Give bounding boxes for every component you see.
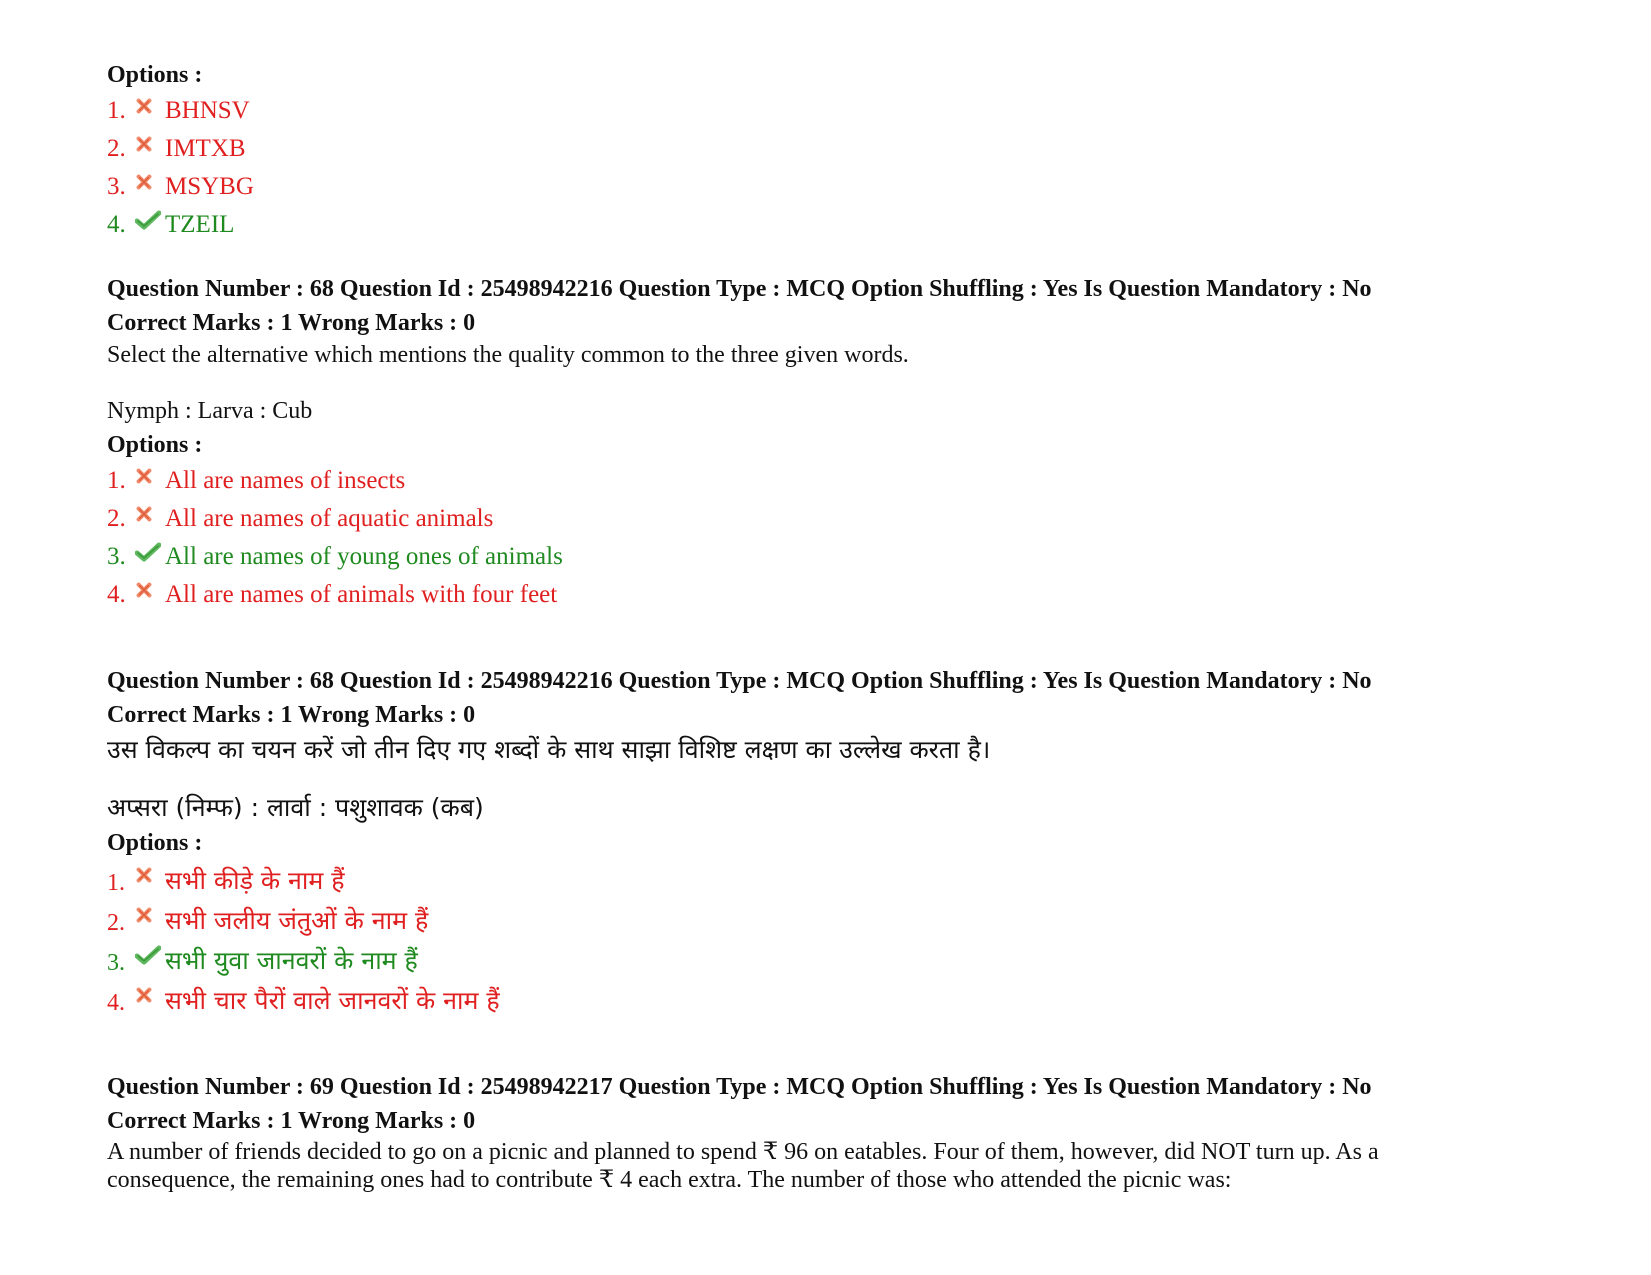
option-number: 3. (107, 173, 126, 200)
wrong-cross-icon (135, 175, 165, 199)
wrong-cross-icon (135, 469, 165, 493)
option-text: All are names of animals with four feet (165, 581, 558, 608)
option-number: 1. (107, 467, 126, 494)
wrong-cross-icon (135, 507, 165, 531)
option-item (107, 92, 1547, 130)
option-number: 1. (107, 97, 126, 124)
prev-question-options (107, 58, 1547, 244)
wrong-cross-icon (135, 137, 165, 161)
question-text: उस विकल्प का चयन करें जो तीन दिए गए शब्दों के साथ साझा विशिष्ट लक्षण का उल्लेख करता है। (107, 735, 991, 764)
option-item (107, 860, 1547, 900)
question-69 (107, 1070, 1547, 1194)
options-label: Options : (107, 830, 203, 856)
option-number: 3. (107, 949, 125, 976)
question-words: Nymph : Larva : Cub (107, 398, 313, 424)
question-marks: Correct Marks : 1 Wrong Marks : 0 (107, 702, 476, 728)
question-68-english (107, 272, 1547, 614)
option-item (107, 130, 1547, 168)
question-words: अप्सरा (निम्फ) : लार्वा : पशुशावक (कब) (107, 793, 484, 822)
question-marks: Correct Marks : 1 Wrong Marks : 0 (107, 310, 476, 336)
option-text: सभी जलीय जंतुओं के नाम हैं (165, 906, 429, 935)
option-text: BHNSV (165, 97, 250, 124)
option-item (107, 980, 1547, 1020)
option-item (107, 206, 1547, 244)
option-number: 4. (107, 211, 126, 238)
question-header: Question Number : 69 Question Id : 25498942217 Question Type : MCQ Option Shuffling : Yes Is Question Mandatory : No (107, 1074, 1372, 1100)
question-header: Question Number : 68 Question Id : 25498942216 Question Type : MCQ Option Shuffling : Yes Is Question Mandatory : No (107, 668, 1372, 694)
wrong-cross-icon (135, 988, 165, 1012)
option-text: TZEIL (165, 211, 235, 238)
correct-check-icon (135, 545, 165, 569)
question-header: Question Number : 68 Question Id : 25498942216 Question Type : MCQ Option Shuffling : Yes Is Question Mandatory : No (107, 276, 1372, 302)
wrong-cross-icon (135, 908, 165, 932)
option-text: सभी कीड़े के नाम हैं (165, 866, 345, 895)
option-number: 2. (107, 909, 125, 936)
option-number: 2. (107, 135, 126, 162)
correct-check-icon (135, 213, 165, 237)
wrong-cross-icon (135, 583, 165, 607)
wrong-cross-icon (135, 99, 165, 123)
option-text: All are names of insects (165, 467, 406, 494)
option-text: All are names of young ones of animals (165, 543, 563, 570)
option-item (107, 168, 1547, 206)
option-item (107, 538, 1547, 576)
options-label: Options : (107, 62, 203, 88)
correct-check-icon (135, 948, 165, 972)
option-number: 4. (107, 989, 125, 1016)
option-number: 1. (107, 869, 125, 896)
option-number: 4. (107, 581, 126, 608)
option-item (107, 576, 1547, 614)
option-item (107, 900, 1547, 940)
question-text-line1: A number of friends decided to go on a picnic and planned to spend ₹ 96 on eatables. Four of them, however, did NOT turn up. As a (107, 1139, 1379, 1165)
question-68-hindi (107, 664, 1547, 1020)
option-text: सभी युवा जानवरों के नाम हैं (165, 946, 418, 975)
wrong-cross-icon (135, 868, 165, 892)
option-item (107, 500, 1547, 538)
option-text: MSYBG (165, 173, 254, 200)
question-text-line2: consequence, the remaining ones had to contribute ₹ 4 each extra. The number of those who attended the picnic was: (107, 1167, 1232, 1193)
option-number: 3. (107, 543, 126, 570)
option-item (107, 940, 1547, 980)
option-text: All are names of aquatic animals (165, 505, 494, 532)
question-marks: Correct Marks : 1 Wrong Marks : 0 (107, 1108, 476, 1134)
option-text: IMTXB (165, 135, 246, 162)
option-item (107, 462, 1547, 500)
option-number: 2. (107, 505, 126, 532)
option-text: सभी चार पैरों वाले जानवरों के नाम हैं (165, 986, 500, 1015)
question-text: Select the alternative which mentions the quality common to the three given words. (107, 342, 909, 368)
options-label: Options : (107, 432, 203, 458)
